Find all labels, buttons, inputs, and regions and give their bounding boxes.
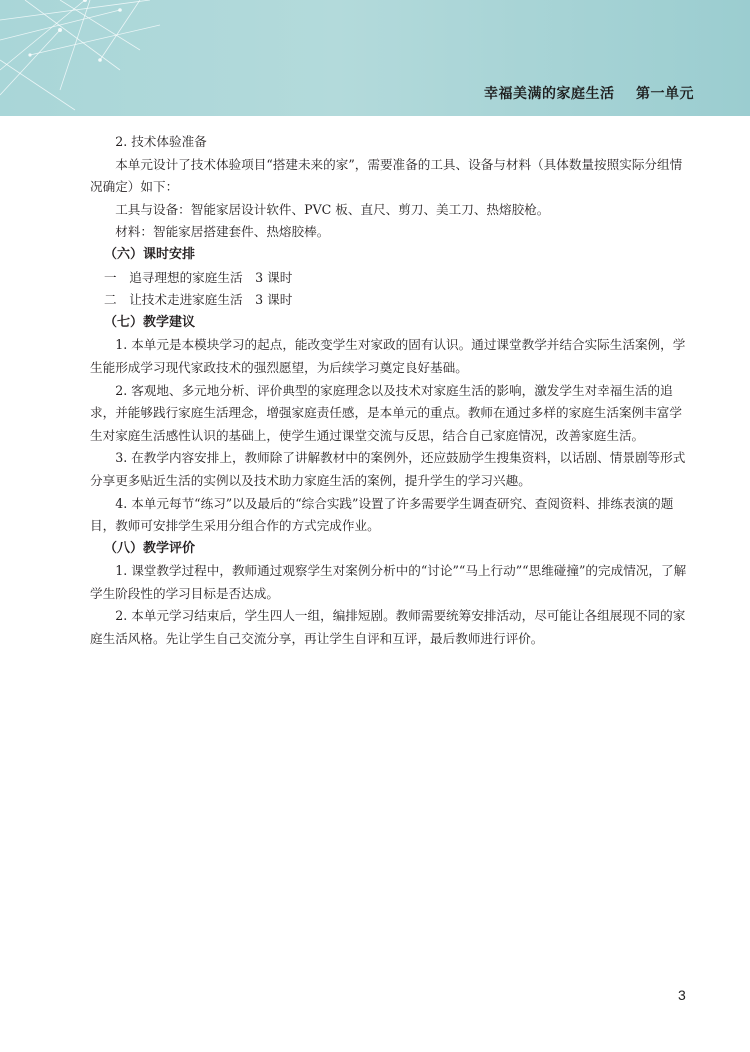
schedule-item: 二 让技术走进家庭生活 3 课时 (104, 292, 293, 308)
schedule-item: 一 追寻理想的家庭生活 3 课时 (104, 269, 293, 285)
suggestion-paragraph: 2. 客观地、多元地分析、评价典型的家庭理念以及技术对家庭生活的影响，激发学生对幸福生活的追求，并能够践行家庭生活理念，增强家庭责任感，是本单元的重点。教师在通过多样的家庭生活案例丰富学生对家庭生活感性认识的基础上，使学生通过课堂交流与反思，结合自己家庭情况，改善家庭生活。 (90, 382, 682, 443)
tools-paragraph: 工具与设备：智能家居设计软件、PVC 板、直尺、剪刀、美工刀、热熔胶枪。 (115, 201, 550, 217)
page-body (90, 131, 690, 651)
page-header (0, 0, 750, 116)
schedule-heading: （六）课时安排 (104, 246, 196, 262)
unit-label: 第一单元 (636, 86, 694, 102)
book-title: 幸福美满的家庭生活 (484, 86, 615, 102)
page-number: 3 (678, 987, 686, 1003)
tech-prep-heading: 2. 技术体验准备 (115, 134, 207, 149)
suggestion-paragraph: 3. 在教学内容安排上，教师除了讲解教材中的案例外，还应鼓励学生搜集资料，以话剧、情景剧等形式分享更多贴近生活的实例以及技术助力家庭生活的案例，提升学生的学习兴趣。 (90, 450, 686, 488)
tech-prep-paragraph: 本单元设计了技术体验项目“搭建未来的家”，需要准备的工具、设备与材料（具体数量按照实际分组情况确定）如下： (90, 156, 683, 195)
evaluation-paragraph: 2. 本单元学习结束后，学生四人一组，编排短剧。教师需要统筹安排活动，尽可能让各组展现不同的家庭生活风格。先让学生自己交流分享，再让学生自评和互评，最后教师进行评价。 (90, 608, 686, 647)
evaluation-heading: （八）教学评价 (104, 540, 196, 556)
materials-paragraph: 材料：智能家居搭建套件、热熔胶棒。 (115, 224, 330, 240)
running-header (484, 83, 694, 103)
suggestion-paragraph: 1. 本单元是本模块学习的起点，能改变学生对家政的固有认识。通过课堂教学并结合实际生活案例，学生能形成学习现代家政技术的强烈愿望，为后续学习奠定良好基础。 (90, 337, 686, 375)
suggestion-paragraph: 4. 本单元每节“练习”以及最后的“综合实践”设置了许多需要学生调查研究、查阅资料、排练表演的题目，教师可安排学生采用分组合作的方式完成作业。 (90, 495, 674, 534)
suggestions-heading: （七）教学建议 (104, 314, 196, 330)
evaluation-paragraph: 1. 课堂教学过程中，教师通过观察学生对案例分析中的“讨论”“马上行动”“思维碰撞”的完成情况，了解学生阶段性的学习目标是否达成。 (90, 563, 687, 601)
